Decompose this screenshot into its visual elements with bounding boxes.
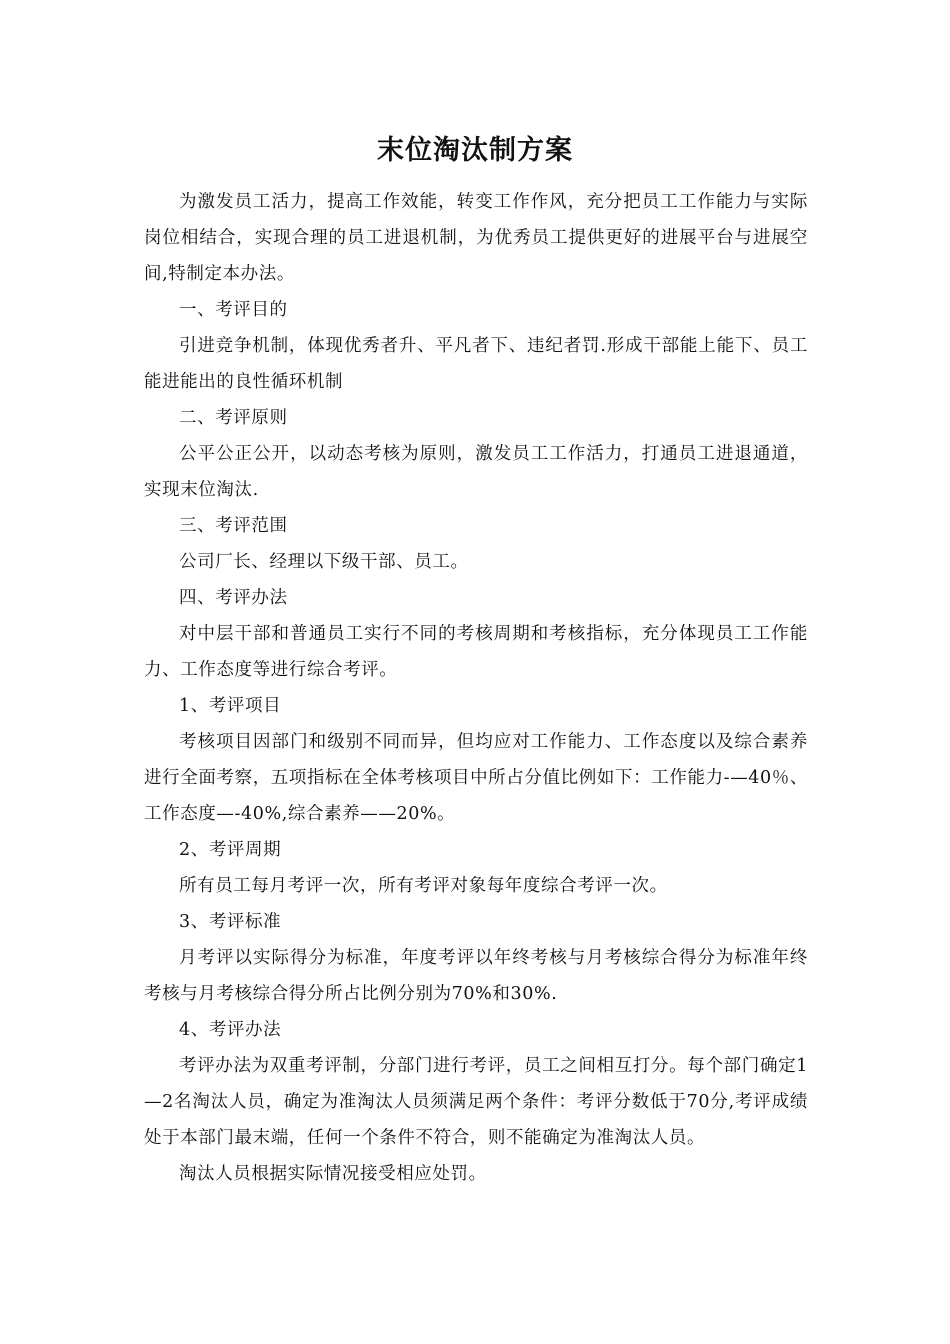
standard-paragraph: 月考评以实际得分为标准，年度考评以年终考核与月考核综合得分为标准年终考核与月考核综合得分所占比例分别为70%和30%. <box>144 948 808 1004</box>
cycle-paragraph: 所有员工每月考评一次，所有考评对象每年度综合考评一次。 <box>179 876 668 896</box>
subsection-heading-standard: 3、考评标准 <box>179 912 282 932</box>
document-title: 末位淘汰制方案 <box>377 135 573 166</box>
subsection-heading-items: 1、考评项目 <box>179 696 282 716</box>
section-heading-principle: 二、考评原则 <box>179 408 288 428</box>
document-body <box>144 184 808 1192</box>
scope-paragraph: 公司厂长、经理以下级干部、员工。 <box>179 552 469 572</box>
intro-paragraph: 为激发员工活力，提高工作效能，转变工作作风，充分把员工工作能力与实际岗位相结合，实现合理的员工进退机制，为优秀员工提供更好的进展平台与进展空间,特制定本办法。 <box>144 192 808 284</box>
section-heading-purpose: 一、考评目的 <box>179 300 288 320</box>
items-paragraph: 考核项目因部门和级别不同而异，但均应对工作能力、工作态度以及综合素养进行全面考察，五项指标在全体考核项目中所占分值比例如下：工作能力-—40％、工作态度—-40%,综合素养——20%。 <box>144 732 808 824</box>
penalty-paragraph: 淘汰人员根据实际情况接受相应处罚。 <box>179 1164 487 1184</box>
principle-paragraph: 公平公正公开，以动态考核为原则，激发员工工作活力，打通员工进退通道，实现末位淘汰. <box>144 444 808 500</box>
purpose-paragraph: 引进竞争机制，体现优秀者升、平凡者下、违纪者罚.形成干部能上能下、员工能进能出的良性循环机制 <box>144 336 808 392</box>
procedure-paragraph: 考评办法为双重考评制，分部门进行考评，员工之间相互打分。每个部门确定1—2名淘汰人员，确定为准淘汰人员须满足两个条件：考评分数低于70分,考评成绩处于本部门最末端，任何一个条件不符合，则不能确定为准淘汰人员。 <box>144 1056 808 1148</box>
subsection-heading-cycle: 2、考评周期 <box>179 840 282 860</box>
subsection-heading-procedure: 4、考评办法 <box>179 1020 282 1040</box>
section-heading-method: 四、考评办法 <box>179 588 288 608</box>
section-heading-scope: 三、考评范围 <box>179 516 288 536</box>
method-paragraph: 对中层干部和普通员工实行不同的考核周期和考核指标，充分体现员工工作能力、工作态度等进行综合考评。 <box>144 624 808 680</box>
